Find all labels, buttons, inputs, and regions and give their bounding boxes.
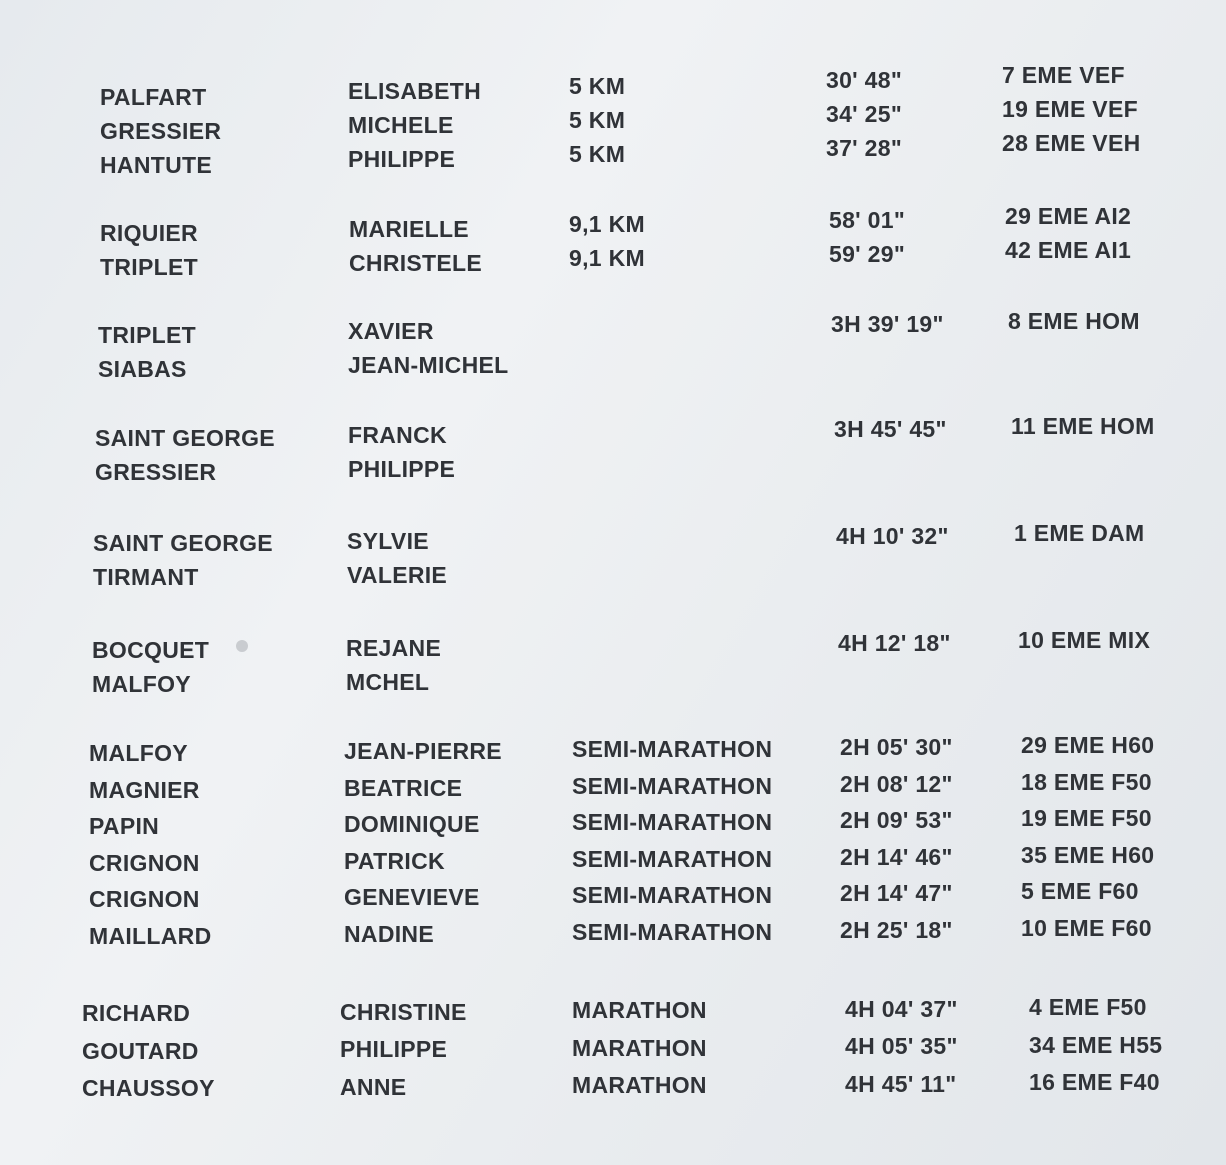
cell-rank: 29 EME AI2 — [1005, 202, 1132, 229]
cell-last: TRIPLET — [98, 322, 196, 348]
cell-last: GRESSIER — [95, 459, 217, 485]
result-row — [0, 307, 1226, 356]
cell-time: 58' 01" — [829, 207, 906, 234]
cell-rank: 16 EME F40 — [1029, 1069, 1160, 1096]
cell-last: CHAUSSOY — [82, 1075, 215, 1101]
result-group — [0, 994, 1226, 1113]
cell-first: DOMINIQUE — [344, 811, 480, 838]
cell-first: XAVIER — [348, 318, 434, 345]
cell-time: 2H 14' 47" — [840, 880, 953, 907]
cell-first: MCHEL — [346, 668, 430, 695]
cell-rank: 42 EME AI1 — [1005, 236, 1132, 263]
cell-first: JEAN-MICHEL — [348, 352, 509, 379]
cell-rank: 4 EME F50 — [1029, 994, 1147, 1021]
cell-last: TRIPLET — [100, 254, 198, 280]
cell-time: 4H 45' 11" — [845, 1070, 957, 1097]
cell-time: 59' 29" — [829, 241, 906, 268]
cell-first: PHILIPPE — [340, 1036, 448, 1063]
cell-rank: 10 EME MIX — [1018, 627, 1151, 654]
cell-rank: 8 EME HOM — [1008, 307, 1140, 334]
cell-first: GENEVIEVE — [344, 884, 480, 911]
cell-rank: 5 EME F60 — [1021, 878, 1139, 905]
result-row — [0, 520, 1226, 564]
result-row — [0, 668, 1226, 705]
cell-last: CRIGNON — [89, 886, 200, 912]
result-group — [0, 307, 1226, 390]
cell-time: 2H 14' 46" — [840, 843, 953, 870]
result-group — [0, 627, 1226, 705]
result-group — [0, 61, 1226, 186]
cell-rank: 1 EME DAM — [1014, 520, 1145, 547]
cell-last: TIRMANT — [93, 564, 199, 590]
cell-time: 4H 10' 32" — [836, 522, 949, 549]
cell-time: 4H 04' 37" — [845, 995, 958, 1022]
cell-last: HANTUTE — [100, 152, 212, 178]
cell-event: SEMI-MARATHON — [572, 736, 773, 763]
cell-last: MAILLARD — [89, 922, 212, 949]
cell-last: BOCQUET — [92, 637, 210, 663]
cell-first: CHRISTELE — [349, 249, 483, 276]
cell-event: SEMI-MARATHON — [572, 845, 773, 872]
cell-last: GRESSIER — [100, 118, 222, 144]
cell-last: RICHARD — [82, 1000, 191, 1026]
cell-event: SEMI-MARATHON — [572, 809, 773, 836]
cell-first: VALERIE — [347, 561, 448, 588]
cell-event: MARATHON — [572, 1072, 707, 1099]
cell-last: MAGNIER — [89, 776, 200, 803]
cell-event: MARATHON — [572, 1034, 707, 1061]
cell-last: GOUTARD — [82, 1037, 199, 1064]
cell-first: ANNE — [340, 1073, 407, 1100]
cell-rank: 34 EME H55 — [1029, 1031, 1163, 1058]
cell-time: 3H 39' 19" — [831, 311, 944, 338]
cell-last: SAINT GEORGE — [93, 530, 273, 556]
cell-rank: 19 EME F50 — [1021, 805, 1152, 832]
cell-time: 34' 25" — [826, 101, 903, 128]
cell-first: CHRISTINE — [340, 998, 467, 1025]
result-group — [0, 413, 1226, 493]
cell-rank: 35 EME H60 — [1021, 841, 1155, 868]
cell-first: REJANE — [346, 634, 442, 661]
cell-last: RIQUIER — [100, 220, 198, 246]
result-row — [0, 413, 1226, 459]
cell-first: PHILIPPE — [348, 146, 456, 173]
result-group — [0, 520, 1226, 598]
cell-time: 2H 05' 30" — [840, 734, 953, 761]
cell-first: BEATRICE — [344, 774, 463, 801]
result-row — [0, 627, 1226, 671]
cell-time: 3H 45' 45" — [834, 416, 947, 443]
result-row — [0, 236, 1226, 288]
cell-time: 2H 08' 12" — [840, 770, 953, 797]
cell-event: SEMI-MARATHON — [572, 882, 773, 909]
cell-last: CRIGNON — [89, 849, 200, 876]
cell-event: SEMI-MARATHON — [572, 772, 773, 799]
cell-first: FRANCK — [348, 422, 447, 449]
cell-last: MALFOY — [89, 740, 188, 766]
cell-event: MARATHON — [572, 997, 707, 1024]
cell-event: 9,1 KM — [569, 245, 645, 272]
cell-event: SEMI-MARATHON — [572, 918, 773, 945]
cell-last: MALFOY — [92, 671, 191, 697]
cell-first: NADINE — [344, 920, 434, 947]
cell-rank: 29 EME H60 — [1021, 732, 1155, 759]
cell-last: SAINT GEORGE — [95, 425, 275, 451]
cell-time: 2H 25' 18" — [840, 916, 953, 943]
cell-time: 30' 48" — [826, 67, 903, 94]
result-group — [0, 732, 1226, 959]
result-row — [0, 914, 1226, 960]
cell-rank: 19 EME VEF — [1002, 95, 1138, 122]
result-row — [0, 456, 1226, 493]
cell-rank: 7 EME VEF — [1002, 61, 1125, 88]
cell-last: PAPIN — [89, 813, 160, 839]
cell-first: JEAN-PIERRE — [344, 738, 502, 765]
cell-time: 37' 28" — [826, 135, 903, 162]
cell-rank: 11 EME HOM — [1011, 413, 1155, 440]
cell-time: 4H 12' 18" — [838, 629, 951, 656]
cell-first: MARIELLE — [349, 215, 469, 242]
result-row — [0, 1069, 1226, 1113]
cell-rank: 18 EME F50 — [1021, 768, 1152, 795]
cell-first: SYLVIE — [347, 527, 429, 554]
cell-first: ELISABETH — [348, 78, 482, 105]
cell-rank: 10 EME F60 — [1021, 914, 1152, 941]
cell-time: 2H 09' 53" — [840, 807, 953, 834]
cell-event: 5 KM — [569, 106, 626, 133]
cell-time: 4H 05' 35" — [845, 1033, 958, 1060]
result-group — [0, 202, 1226, 288]
cell-event: 5 KM — [569, 140, 626, 167]
cell-event: 9,1 KM — [569, 211, 645, 238]
cell-first: PATRICK — [344, 847, 445, 874]
cell-last: PALFART — [100, 84, 207, 110]
cell-first: MICHELE — [348, 112, 454, 139]
cell-first: PHILIPPE — [348, 456, 456, 483]
cell-last: SIABAS — [98, 356, 187, 382]
result-row — [0, 352, 1226, 390]
cell-event: 5 KM — [569, 72, 626, 99]
cell-rank: 28 EME VEH — [1002, 129, 1141, 156]
result-row — [0, 561, 1226, 598]
